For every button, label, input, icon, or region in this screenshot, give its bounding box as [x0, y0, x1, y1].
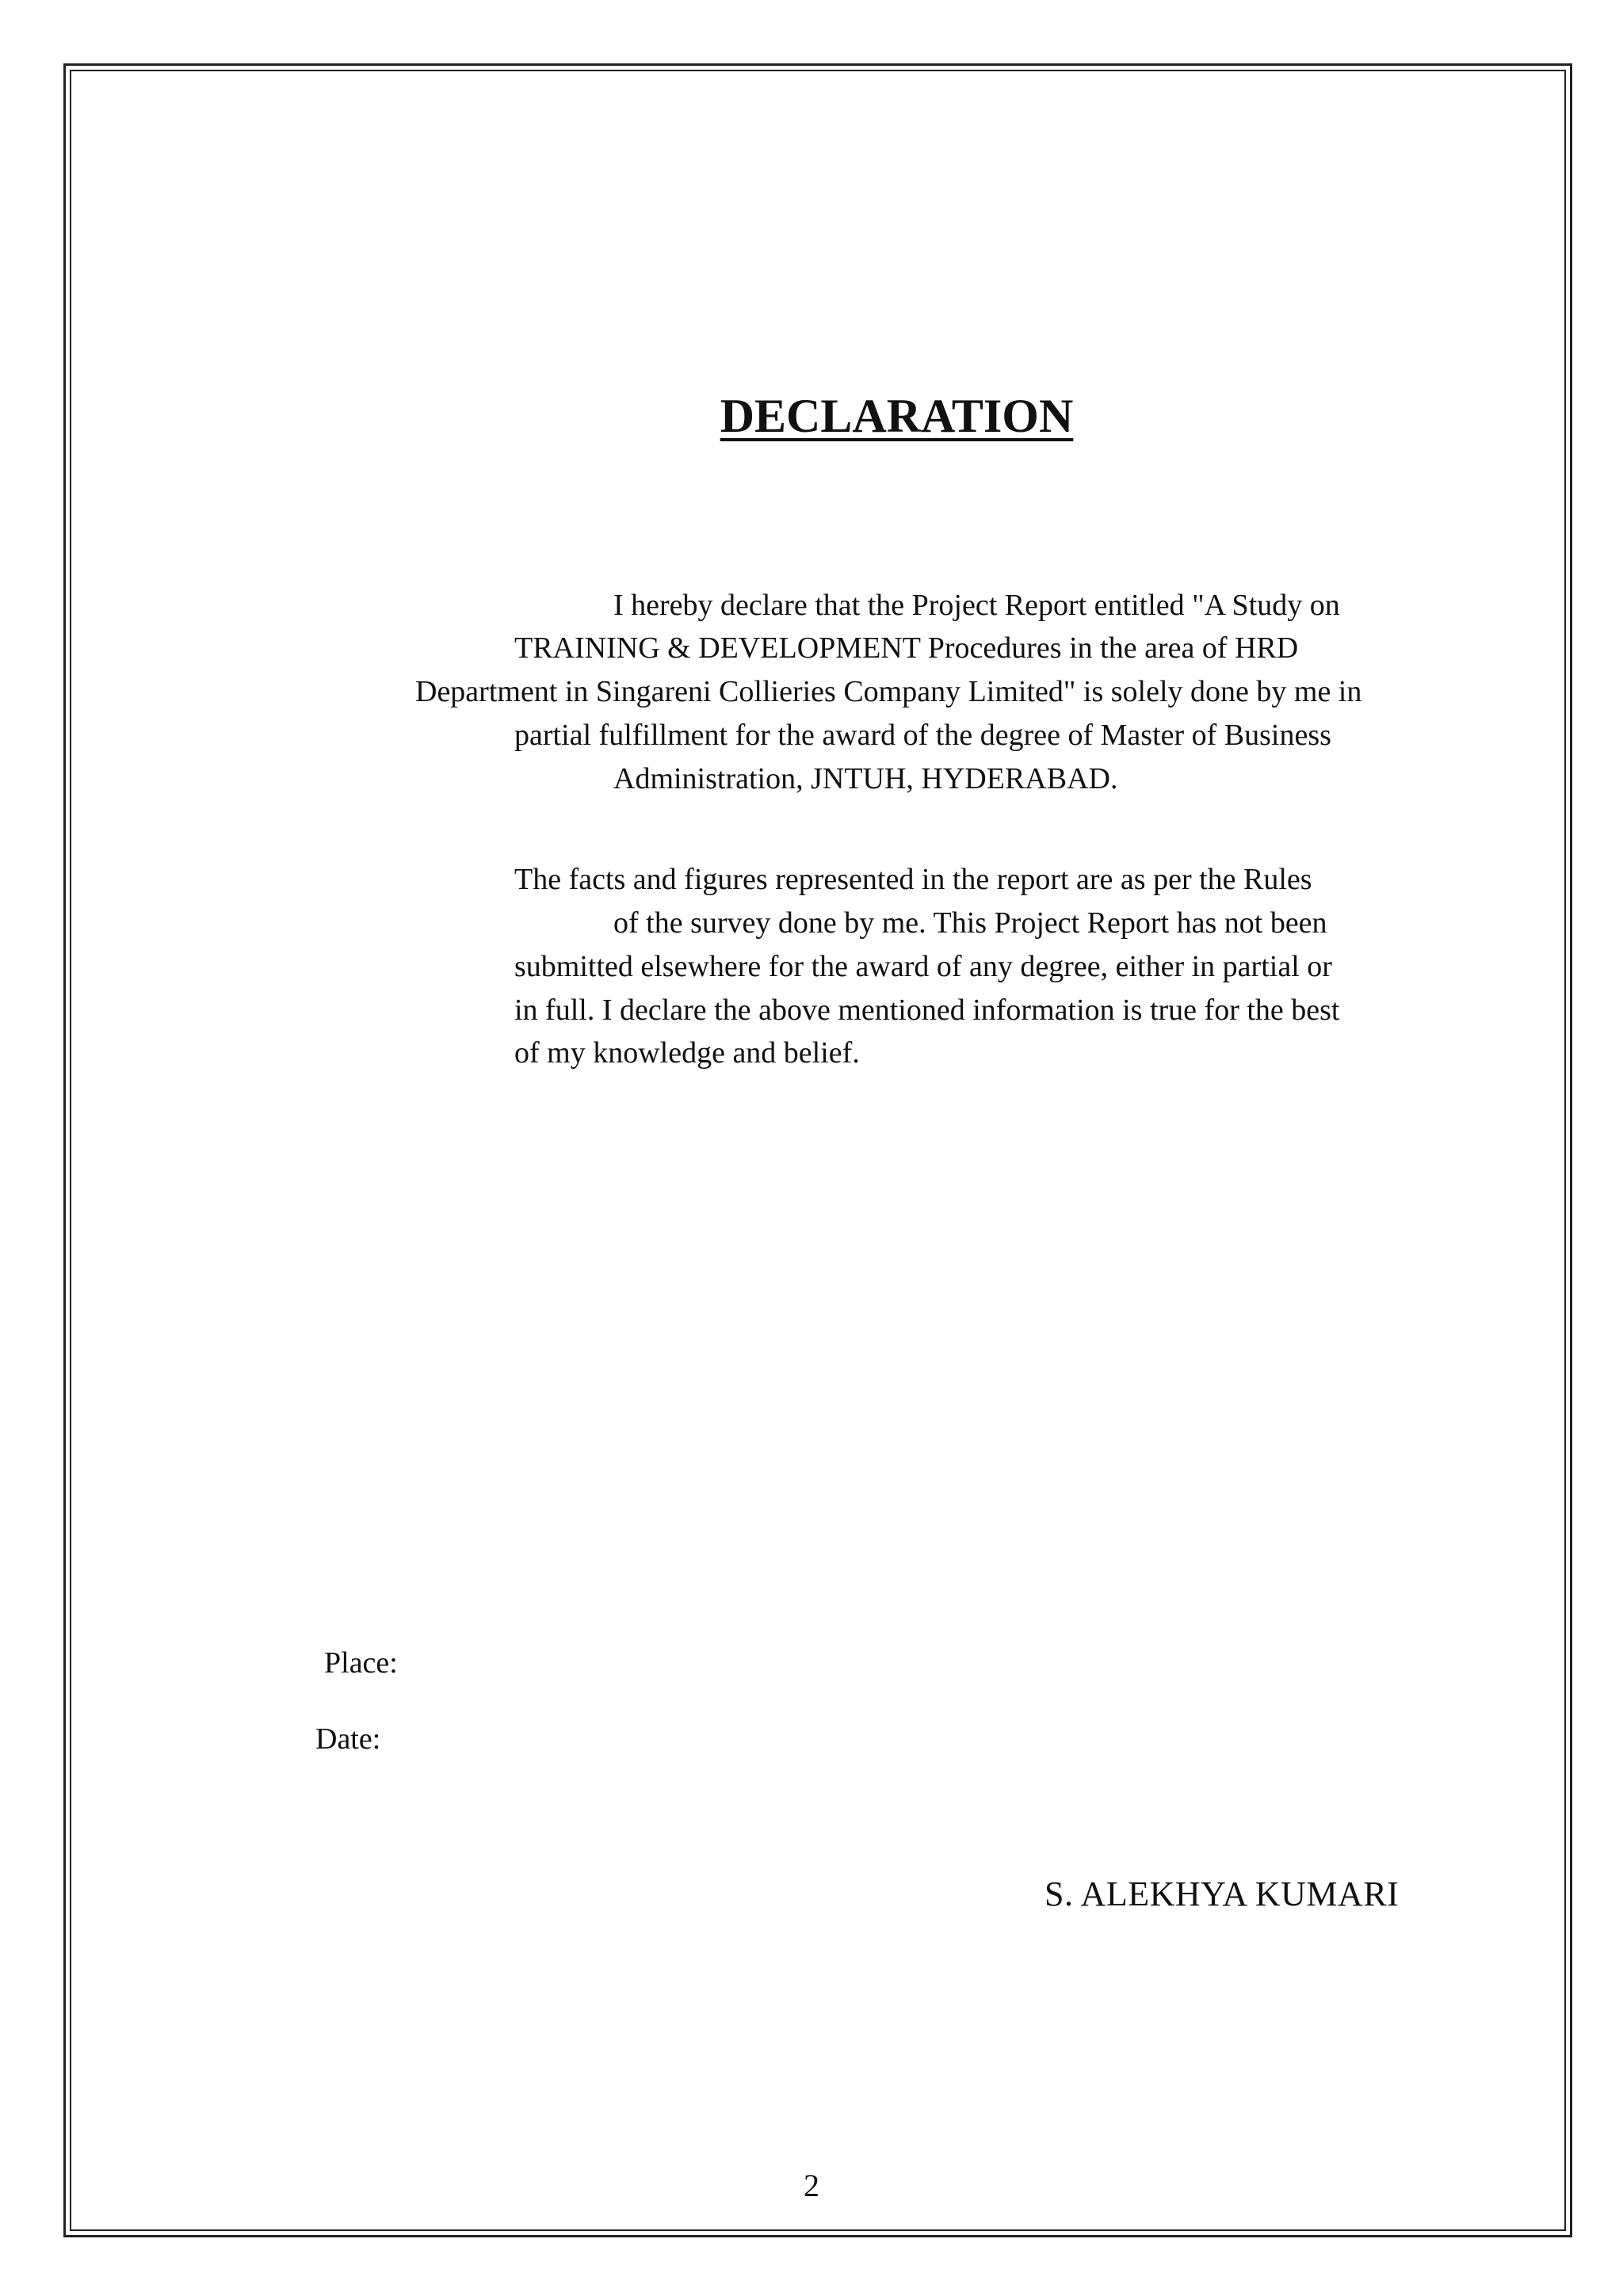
paragraph2-line: submitted elsewhere for the award of any degree, either in partial or — [514, 950, 1332, 983]
page-number: 2 — [804, 2168, 819, 2203]
paragraph1-line: I hereby declare that the Project Report entitled "A Study on — [613, 589, 1340, 622]
paragraph1-line: Department in Singareni Collieries Company Limited" is solely done by me in — [415, 675, 1362, 708]
declaration-title — [0, 384, 1623, 448]
declaration-title-text: DECLARATION — [720, 390, 1074, 442]
paragraph2-line: in full. I declare the above mentioned information is true for the best — [514, 994, 1340, 1027]
paragraph1-line: TRAINING & DEVELOPMENT Procedures in the area of HRD — [514, 631, 1299, 665]
paragraph1-line: partial fulfillment for the award of the degree of Master of Business — [514, 719, 1331, 752]
date-label: Date: — [315, 1722, 381, 1756]
paragraph1-line: Administration, JNTUH, HYDERABAD. — [613, 762, 1118, 795]
paragraph2-line: The facts and figures represented in the report are as per the Rules — [514, 863, 1312, 896]
signatory-name: S. ALEKHYA KUMARI — [1044, 1875, 1400, 1913]
paragraph2-line: of my knowledge and belief. — [514, 1036, 860, 1070]
place-label: Place: — [324, 1646, 398, 1680]
paragraph2-line: of the survey done by me. This Project Report has not been — [613, 906, 1327, 940]
